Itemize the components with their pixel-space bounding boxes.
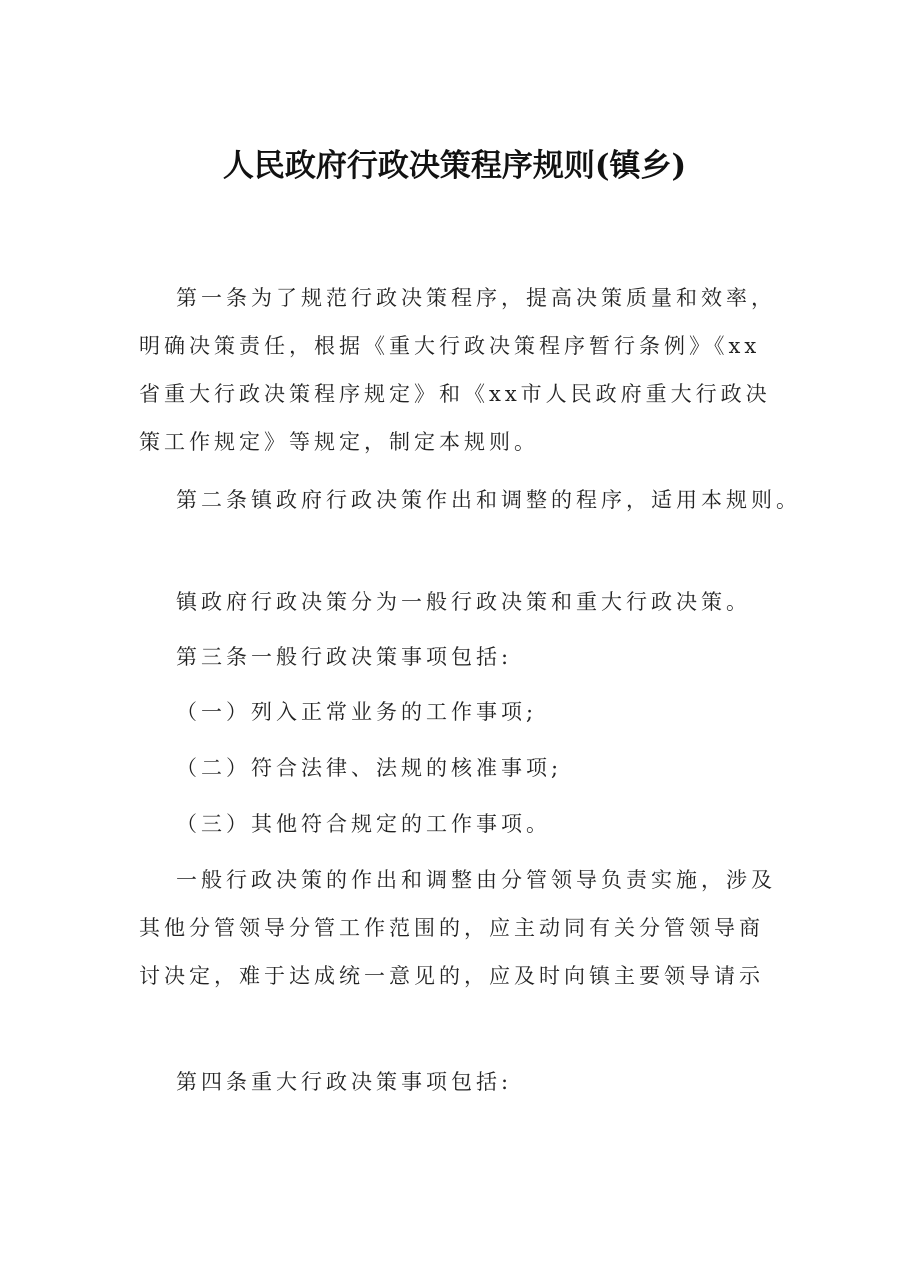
article-2-line: 第二条镇政府行政决策作出和调整的程序，适用本规则。 [176, 488, 801, 512]
article-2-paragraph [139, 476, 801, 524]
list-item-3 [139, 800, 779, 848]
article-1-line: 策工作规定》等规定，制定本规则。 [139, 430, 539, 454]
article-3-paragraph [139, 633, 779, 681]
article-4-line: 第四条重大行政决策事项包括: [176, 1070, 513, 1094]
article-1-paragraph [139, 274, 779, 466]
list-item-text: （二）符合法律、法规的核准事项; [176, 756, 563, 780]
article-4-paragraph [139, 1058, 779, 1106]
general-decision-line: 讨决定，难于达成统一意见的，应及时向镇主要领导请示 [139, 964, 764, 988]
list-item-2 [139, 744, 779, 792]
general-decision-line: 其他分管领导分管工作范围的，应主动同有关分管领导商 [139, 916, 764, 940]
decision-types-paragraph [139, 578, 779, 626]
general-decision-line: 一般行政决策的作出和调整由分管领导负责实施，涉及 [176, 868, 776, 892]
list-item-text: （三）其他符合规定的工作事项。 [176, 812, 551, 836]
article-1-line: 省重大行政决策程序规定》和《xx市人民政府重大行政决 [139, 382, 771, 406]
list-item-text: （一）列入正常业务的工作事项; [176, 700, 538, 724]
article-3-line: 第三条一般行政决策事项包括: [176, 645, 513, 669]
article-1-line: 第一条为了规范行政决策程序，提高决策质量和效率， [176, 286, 776, 310]
decision-types-line: 镇政府行政决策分为一般行政决策和重大行政决策。 [176, 590, 751, 614]
article-1-line: 明确决策责任，根据《重大行政决策程序暂行条例》《xx [139, 334, 761, 358]
document-title: 人民政府行政决策程序规则(镇乡) [222, 148, 687, 184]
general-decision-paragraph [139, 856, 779, 1000]
list-item-1 [139, 688, 779, 736]
